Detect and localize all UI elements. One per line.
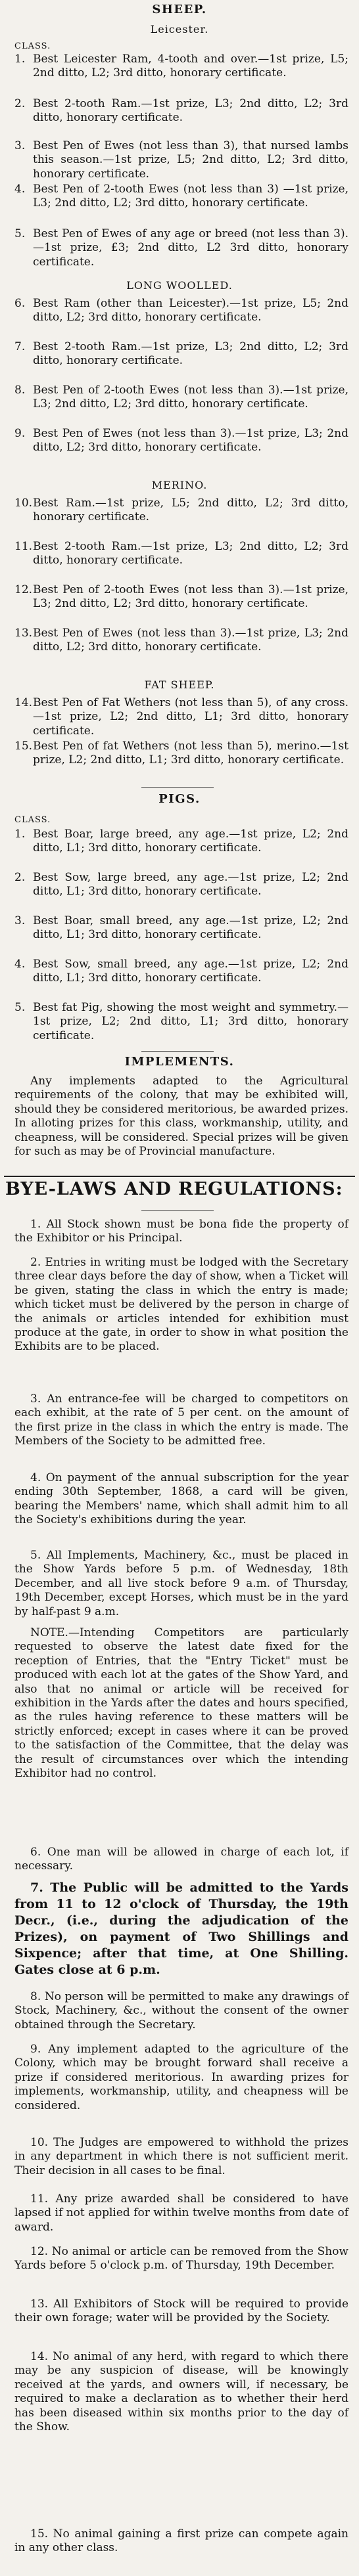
bylaw-item: 9. Any implement adapted to the agriculture of the Colony, which may be brought forward shall receive a prize if considered meritorious. In awarding prizes for implements, workmanship, utility, and cheapness will be considered. (14, 2043, 348, 2112)
list-item: 14.Best Pen of Fat Wethers (not less than 5), of any cross.—1st prize, L2; 2nd ditto, L1; 3rd ditto, honorary certificate. (14, 696, 348, 738)
bylaw-item: 11. Any prize awarded shall be considered to have lapsed if not applied for within twelve months from date of award. (14, 2192, 348, 2234)
pigs-heading: PIGS. (158, 792, 201, 806)
divider (141, 787, 214, 788)
bylaw-item: 4. On payment of the annual subscription for the year ending 30th September, 1868, a card will be given, bearing the Members' name, which shall admit him to all the Society's exhibitions during the year. (14, 1471, 348, 1527)
list-item: 15.Best Pen of fat Wethers (not less than 5), merino.—1st prize, L2; 2nd ditto, L1; 3rd ditto, honorary certificate. (14, 740, 348, 767)
list-item: 7. Best 2-tooth Ram.—1st prize, L3; 2nd ditto, L2; 3rd ditto, honorary certificate. (14, 340, 348, 368)
list-item: 6. Best Ram (other than Leicester).—1st prize, L5; 2nd ditto, L2; 3rd ditto, honorary certificate. (14, 297, 348, 324)
bylaw-note: NOTE.—Intending Competitors are particularly requested to observe the latest date fixed for the reception of Entries, that the "Entry Ticket" must be produced with each lot at the gates of the Show Yard, and also that no animal or article will be received for exhibition in the Yards after the dates and hours specified, as the rules having reference to these matters will be strictly enforced; except in cases where it can be proved to the satisfaction of the Committee, that the delay was the result of circumstances over which the intending Exhibitor had no control. (14, 1626, 348, 1781)
bylaw-item: 12. No animal or article can be removed from the Show Yards before 5 o'clock p.m. of Thursday, 19th December. (14, 2245, 348, 2273)
long-woolled-subheading: LONG WOOLLED. (126, 279, 233, 292)
class-label: CLASS. (14, 41, 51, 51)
sheep-heading: SHEEP. (152, 3, 207, 16)
bylaw-item: 2. Entries in writing must be lodged with the Secretary three clear days before the day of show, when a Ticket will be given, stating the class in which the entry is made; which ticket must be delivered by the person in charge of the animals or articles intended for exhibition must produce at the gate, in order to show in what position the Exhibits are to be placed. (14, 1256, 348, 1354)
bylaw-item: 14. No animal of any herd, with regard to which there may be any suspicion of disease, will be knowingly received at the yards, and owners will, if necessary, be required to make a declaration as to whether their herd has been diseased within six months prior to the day of the Show. (14, 2350, 348, 2434)
bylaw-item: 10. The Judges are empowered to withhold the prizes in any department in which there is not sufficient merit. Their decision in all cases to be final. (14, 2136, 348, 2177)
list-item: 2. Best Sow, large breed, any age.—1st prize, L2; 2nd ditto, L1; 3rd ditto, honorary certificate. (14, 871, 348, 899)
list-item: 5. Best Pen of Ewes of any age or breed (not less than 3).—1st prize, £3; 2nd ditto, L2 3rd ditto, honorary certificate. (14, 227, 348, 269)
leicester-subheading: Leicester. (150, 23, 209, 35)
bylaw-item: 8. No person will be permitted to make any drawings of Stock, Machinery, &c., without the consent of the owner obtained through the Secretary. (14, 1990, 348, 2032)
list-item: 3. Best Pen of Ewes (not less than 3), that nursed lambs this season.—1st prize, L5; 2nd ditto, L2; 3rd ditto, honorary certificate. (14, 139, 348, 181)
list-item: 11.Best 2-tooth Ram.—1st prize, L3; 2nd ditto, L2; 3rd ditto, honorary certificate. (14, 540, 348, 567)
bylaw-item: 13. All Exhibitors of Stock will be required to provide their own forage; water will be provided by the Society. (14, 2298, 348, 2325)
list-item: 3. Best Boar, small breed, any age.—1st prize, L2; 2nd ditto, L1; 3rd ditto, honorary certificate. (14, 914, 348, 942)
list-item: 5. Best fat Pig, showing the most weight and symmetry.—1st prize, L2; 2nd ditto, L1; 3rd ditto, honorary certificate. (14, 1001, 348, 1042)
class-label: CLASS. (14, 815, 51, 825)
list-item: 4. Best Sow, small breed, any age.—1st prize, L2; 2nd ditto, L1; 3rd ditto, honorary certificate. (14, 958, 348, 985)
list-item: 2. Best 2-tooth Ram.—1st prize, L3; 2nd ditto, L2; 3rd ditto, honorary certificate. (14, 97, 348, 125)
list-item: 1. Best Leicester Ram, 4-tooth and over.—1st prize, L5; 2nd ditto, L2; 3rd ditto, honorary certificate. (14, 53, 348, 80)
implements-heading: IMPLEMENTS. (124, 1055, 235, 1069)
bylaw-item: 6. One man will be allowed in charge of each lot, if necessary. (14, 1846, 348, 1873)
bylaw-item: 1. All Stock shown must be bona fide the property of the Exhibitor or his Principal. (14, 1218, 348, 1245)
public-admission-notice: 7. The Public will be admitted to the Yards from 11 to 12 o'clock of Thursday, the 19th Decr., (i.e., during the adjudication of the Prizes), on payment of Two Shillings and Sixpence; after that time, at One Shilling. Gates close at 6 p.m. (14, 1880, 348, 1977)
list-item: 1. Best Boar, large breed, any age.—1st prize, L2; 2nd ditto, L1; 3rd ditto, honorary certificate. (14, 828, 348, 855)
list-item: 13.Best Pen of Ewes (not less than 3).—1st prize, L3; 2nd ditto, L2; 3rd ditto, honorary certificate. (14, 627, 348, 654)
bylaw-item: 15. No animal gaining a first prize can compete again in any other class. (14, 2527, 348, 2555)
fat-sheep-subheading: FAT SHEEP. (144, 678, 215, 691)
implements-text: Any implements adapted to the Agricultural requirements of the colony, that may be exhibited will, should they be considered meritorious, be awarded prizes. In alloting prizes for this class, workmanship, utility, and cheapness, will be considered. Special prizes will be given for such as may be of Provincial manufacture. (14, 1075, 348, 1159)
divider (141, 1051, 214, 1052)
divider (4, 1176, 355, 1177)
bylaw-item: 3. An entrance-fee will be charged to competitors on each exhibit, at the rate of 5 per cent. on the amount of the first prize in the class in which the entry is made. The Members of the Society to be admitted free. (14, 1392, 348, 1448)
list-item: 4. Best Pen of 2-tooth Ewes (not less than 3) —1st prize, L3; 2nd ditto, L2; 3rd ditto, honorary certificate. (14, 183, 348, 210)
list-item: 9. Best Pen of Ewes (not less than 3).—1st prize, L3; 2nd ditto, L2; 3rd ditto, honorary certificate. (14, 427, 348, 455)
list-item: 8. Best Pen of 2-tooth Ewes (not less than 3).—1st prize, L3; 2nd ditto, L2; 3rd ditto, honorary certificate. (14, 384, 348, 411)
list-item: 10.Best Ram.—1st prize, L5; 2nd ditto, L2; 3rd ditto, honorary certificate. (14, 497, 348, 524)
bylaws-title: BYE-LAWS AND REGULATIONS: (5, 1179, 343, 1199)
bylaw-item: 5. All Implements, Machinery, &c., must be placed in the Show Yards before 5 p.m. of Wednesday, 18th December, and all live stock before 9 a.m. of Thursday, 19th December, except Horses, which must be in the yard by half-past 9 a.m. (14, 1549, 348, 1618)
list-item: 12.Best Pen of 2-tooth Ewes (not less than 3).—1st prize, L3; 2nd ditto, L2; 3rd ditto, honorary certificate. (14, 583, 348, 611)
merino-subheading: MERINO. (151, 479, 208, 491)
